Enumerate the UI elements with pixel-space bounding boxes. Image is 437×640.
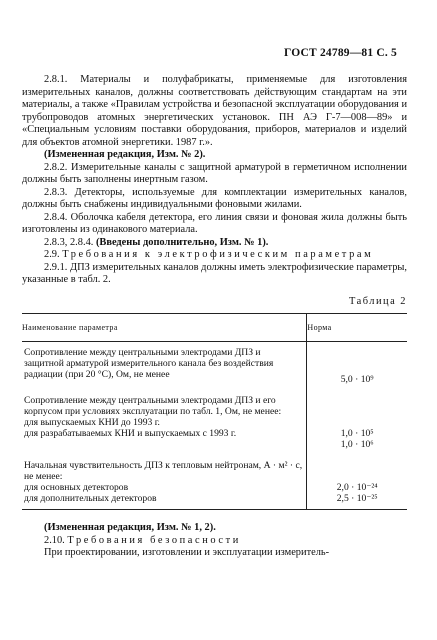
column-header-norm: Норма [307,314,407,342]
norm-value: 5,0 · 10⁹ [340,374,374,385]
document-body [22,74,407,560]
param-cell [22,390,307,455]
paragraph-2-8-4: 2.8.4. Оболочка кабеля детектора, его линия связи и фоновая жила должны быть изготовлены из одинакового материала. [22,211,407,235]
paragraph-2-10: При проектировании, изготовлении и эксплуатации измеритель- [44,547,330,558]
section-2-10-heading [22,535,407,548]
table-row [22,390,407,455]
param-text: Начальная чувствительность ДПЗ к тепловым нейтронам, А · м² · с, не менее: [24,460,303,482]
section-title: Требования безопасности [67,534,241,546]
section-number: 2.9. [44,249,63,260]
paragraph-2-8-2: 2.8.2. Измерительные каналы с защитной арматурой в герметичном исполнении должны быть заполнены инертным газом. [22,161,407,185]
norm-value: 2,0 · 10⁻²⁴ [336,482,378,493]
norm-value: 1,0 · 10⁶ [340,439,374,450]
table-header-row [22,314,407,342]
table-row [22,342,407,391]
param-subitem: для разрабатываемых КНИ и выпускаемых с 1993 г. [24,428,237,439]
column-header-parameter: Наименование параметра [22,314,307,342]
table-row [22,455,407,510]
parameters-table [22,313,407,510]
paragraph-2-9-1: 2.9.1. ДПЗ измерительных каналов должны иметь электрофизические параметры, указанные в табл. 2. [22,261,407,285]
param-subitem: для дополнительных детекторов [24,493,157,504]
table-caption: Таблица 2 [349,295,407,307]
paragraph-2-8-3-4-note [22,237,407,250]
param-subitem: для основных детекторов [24,482,129,493]
param-subitem: для выпускаемых КНИ до 1993 г. [24,417,160,428]
paragraph-number: 2.8.3, 2.8.4. [44,236,96,248]
norm-value: 2,5 · 10⁻²⁵ [336,493,378,504]
section-number: 2.10. [44,534,68,546]
paragraph-2-8-1: 2.8.1. Материалы и полуфабрикаты, применяемые для изготовления измерительных каналов, должны соответствовать действующим стандартам на эти материалы, а также «Правилам устройства и безопасной эксплуатации оборудования и трубопроводов атомных энергетических установок. ПН АЭ Г-7—008—89» и «Специальным условиям поставки оборудования, приборов, материалов и изделий для объектов атомной энергетики. 1987 г.». [22,74,407,148]
norm-cell [307,342,407,391]
addition-note: (Введены дополнительно, Изм. № 1). [95,236,269,248]
section-2-9-heading [22,249,407,262]
page-header: ГОСТ 24789—81 С. 5 [284,47,397,59]
norm-cell [307,390,407,455]
param-text: Сопротивление между центральными электродами ДПЗ и его корпусом при условиях эксплуатации по табл. 1, Ом, не менее: [24,395,282,417]
paragraph-2-8-3: 2.8.3. Детекторы, используемые для комплектации измерительных каналов, должны быть снабжены индивидуальными фоновыми жилами. [22,186,407,210]
param-text: Сопротивление между центральными электродами ДПЗ и защитной арматурой измерительного канала без воздействия радиации (при 20 °C), Ом, не менее [24,347,274,380]
param-cell [22,455,307,510]
amendment-note-2: (Измененная редакция, Изм. № 1, 2). [44,522,216,533]
norm-value: 1,0 · 10⁵ [340,428,374,439]
amendment-note: (Измененная редакция, Изм. № 2). [44,149,206,160]
norm-cell [307,455,407,510]
section-title: Требования к электрофизическим параметрам [62,249,374,260]
param-cell [22,342,307,391]
